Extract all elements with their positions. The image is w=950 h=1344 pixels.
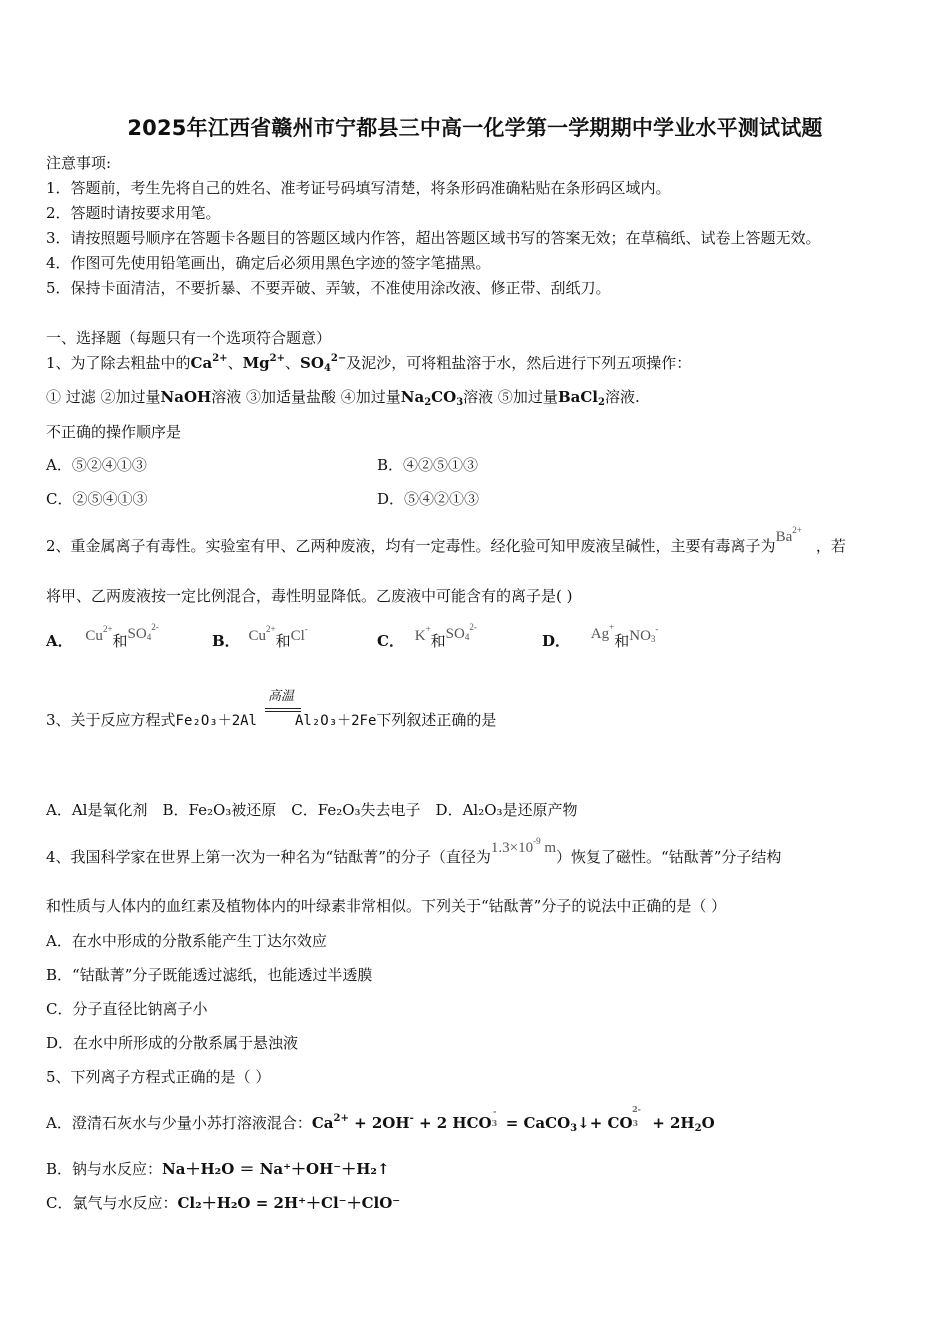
notice-item: 2．答题时请按要求用笔。 [46,204,221,222]
q2-option-b[interactable]: B． $Cu^{2+}$和Cl- [212,624,308,650]
section-heading: 一、选择题（每题只有一个选项符合题意） [46,329,332,347]
q4-option-b[interactable]: B．“钴酞菁”分子既能透过滤纸，也能透过半透膜 [46,966,373,984]
q1-option-a[interactable]: A．⑤②④①③ [46,456,147,474]
notice-heading: 注意事项: [46,154,112,172]
q5-option-a[interactable]: A．澄清石灰水与少量小苏打溶液混合：$Ca^{2+} + 2OH^- + 2$ HCO3- = CaCO$_3$↓+ $CO3^{2-} + 2H_2O$ [46,1104,715,1134]
notice-item: 3．请按照题号顺序在答题卡各题目的答题区域内作答，超出答题区域书写的答案无效；在草稿纸、试卷上答题无效。 [46,229,821,247]
q2-stem: 2、重金属离子有毒性。实验室有甲、乙两种废液，均有一定毒性。经化验可知甲废液呈碱性，主要有毒离子为$Ba^{2+}$，若 [46,525,846,555]
q2-stem-cont: 将甲、乙两废液按一定比例混合，毒性明显降低。乙废液中可能含有的离子是( ) [46,587,573,605]
q3-options[interactable]: A．Al是氧化剂 B．Fe₂O₃被还原 C．Fe₂O₃失去电子 D．Al₂O₃是还原产物 [46,801,578,819]
reaction-condition: 高温 [268,689,295,704]
q1-option-b[interactable]: B．④②⑤①③ [377,456,479,474]
q2-option-d[interactable]: D． Ag+和NO3- [542,622,659,650]
q5-stem: 5、下列离子方程式正确的是（ ） [46,1068,271,1086]
q1-operations: ① 过滤 ②加过量NaOH溶液 ③加适量盐酸 ④加过量$Na_2CO_3$溶液 ⑤加过量BaCl$_2$溶液. [46,388,640,408]
q1-option-d[interactable]: D．⑤④②①③ [377,490,480,508]
q5-option-b[interactable]: B．钠与水反应：Na＋H₂O ＝ Na⁺＋OH⁻＋H₂↑ [46,1160,390,1178]
q1-option-c[interactable]: C．②⑤④①③ [46,490,148,508]
q2-option-a[interactable]: A． $Cu^{2+}$和$SO4^{2-}$ [46,622,159,650]
page-title: 2025年江西省赣州市宁都县三中高一化学第一学期期中学业水平测试试题 [127,116,823,140]
q1-stem: 1、为了除去粗盐中的$Ca^{2+}$、$Mg^{2+}$、$SO_4^{2-}$及泥沙，可将粗盐溶于水，然后进行下列五项操作： [46,353,692,374]
q4-option-c[interactable]: C．分子直径比钠离子小 [46,1000,208,1018]
notice-item: 1．答题前，考生先将自己的姓名、准考证号码填写清楚，将条形码准确粘贴在条形码区域内。 [46,179,671,197]
q4-stem: 4、我国科学家在世界上第一次为一种名为“钴酞菁”的分子（直径为$1.3\times 10^{-9}$ m）恢复了磁性。“钴酞菁”分子结构 [46,836,782,866]
q5-option-c[interactable]: C．氯气与水反应：Cl₂＋H₂O = 2H⁺＋Cl⁻＋ClO⁻ [46,1194,401,1212]
q4-option-a[interactable]: A．在水中形成的分散系能产生丁达尔效应 [46,932,327,950]
q4-stem-cont: 和性质与人体内的血红素及植物体内的叶绿素非常相似。下列关于“钴酞菁”分子的说法中正确的是（ ） [46,897,727,915]
notice-item: 4．作图可先使用铅笔画出，确定后必须用黑色字迹的签字笔描黑。 [46,254,491,272]
q1-question: 不正确的操作顺序是 [46,423,182,441]
q2-option-c[interactable]: C． K+和$SO4^{2-}$ [377,622,477,650]
q4-option-d[interactable]: D．在水中所形成的分散系属于悬浊液 [46,1034,299,1052]
q3-stem: 3、关于反应方程式Fe₂O₃＋2Al Al₂O₃＋2Fe下列叙述正确的是 [46,711,497,729]
notice-item: 5．保持卡面清洁，不要折暴、不要弄破、弄皱，不准使用涂改液、修正带、刮纸刀。 [46,279,611,297]
